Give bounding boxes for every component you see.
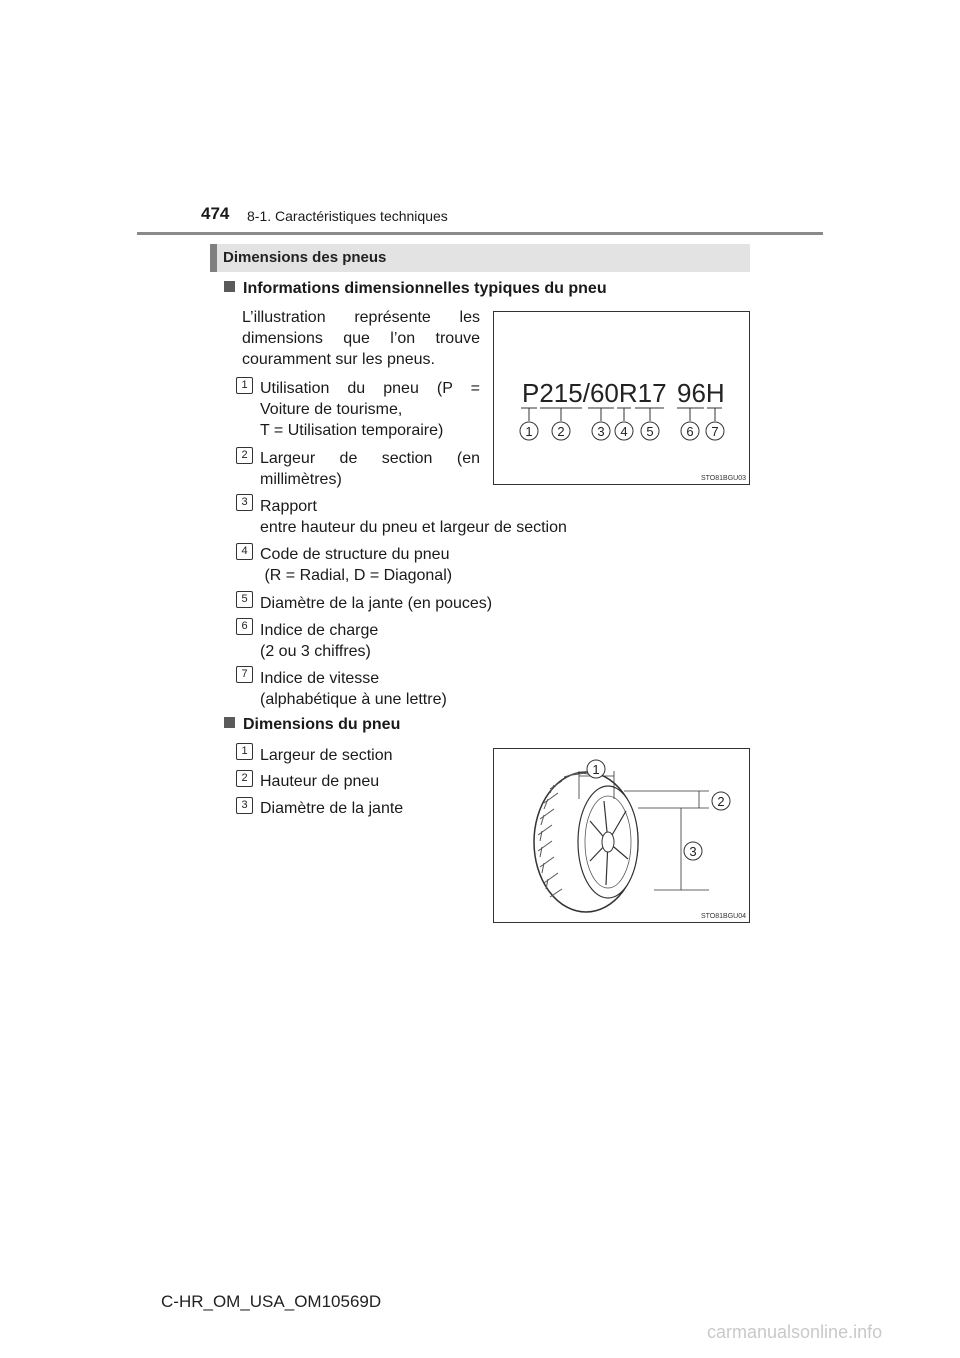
block2-heading	[224, 716, 400, 734]
tire-code-main: P215/60R17	[522, 378, 667, 408]
page-number: 474	[201, 204, 230, 223]
marker-label: 4	[620, 424, 628, 439]
item-badge: 2	[236, 770, 253, 787]
item-badge: 2	[236, 447, 253, 464]
document-code: C-HR_OM_USA_OM10569D	[161, 1292, 382, 1311]
marker-group	[520, 422, 724, 440]
tire-dimensions-figure	[493, 748, 750, 923]
tire-code-speed: 96H	[677, 378, 725, 408]
square-bullet-icon	[224, 281, 235, 292]
tire-code-figure	[493, 311, 750, 485]
item-7-line-2: (alphabétique à une lettre)	[260, 691, 447, 708]
marker-label: 6	[686, 424, 694, 439]
bracket-lines	[521, 408, 722, 421]
marker-label: 3	[597, 424, 605, 439]
marker-label: 2	[717, 794, 725, 809]
item-1-line-3: T = Utilisation temporaire)	[260, 422, 444, 439]
item-3-line-2: entre hauteur du pneu et largeur de section	[260, 519, 567, 536]
block2-item-3: Diamètre de la jante	[260, 800, 404, 817]
chapter-title: 8-1. Caractéristiques techniques	[247, 208, 448, 224]
marker-label: 2	[557, 424, 565, 439]
item-1-line-1: Utilisation du pneu (P =	[260, 380, 480, 397]
tire-dimensions-diagram	[494, 749, 749, 922]
square-bullet-icon	[224, 717, 235, 728]
item-2-line-2: millimètres)	[260, 471, 342, 488]
item-4-line-1: Code de structure du pneu	[260, 546, 450, 563]
header-divider	[137, 232, 823, 235]
block2-heading-text: Dimensions du pneu	[243, 716, 401, 733]
block1-intro-line-1: L’illustration représente les	[242, 309, 480, 326]
item-3-line-1: Rapport	[260, 498, 317, 515]
item-badge: 7	[236, 666, 253, 683]
block1-intro-line-3: couramment sur les pneus.	[242, 351, 435, 368]
item-badge: 3	[236, 797, 253, 814]
marker-label: 1	[592, 762, 600, 777]
marker-label: 5	[646, 424, 654, 439]
item-4-line-2: (R = Radial, D = Diagonal)	[260, 567, 453, 584]
item-badge: 3	[236, 494, 253, 511]
item-badge: 4	[236, 543, 253, 560]
item-6-line-1: Indice de charge	[260, 622, 379, 639]
watermark: carmanualsonline.info	[707, 1322, 883, 1342]
block2-item-1: Largeur de section	[260, 747, 393, 764]
item-2-line-1: Largeur de section (en	[260, 450, 480, 467]
figure-id: STO81BGU04	[700, 913, 746, 920]
marker-label: 7	[711, 424, 719, 439]
item-badge: 1	[236, 743, 253, 760]
item-5-line-1: Diamètre de la jante (en pouces)	[260, 595, 493, 612]
item-badge: 5	[236, 591, 253, 608]
item-6-line-2: (2 ou 3 chiffres)	[260, 643, 371, 660]
item-badge: 1	[236, 377, 253, 394]
tire-code-diagram	[494, 312, 749, 484]
item-badge: 6	[236, 618, 253, 635]
item-7-line-1: Indice de vitesse	[260, 670, 380, 687]
item-1-line-2: Voiture de tourisme,	[260, 401, 403, 418]
marker-label: 1	[525, 424, 533, 439]
block1-heading	[224, 280, 607, 298]
marker-label: 3	[689, 844, 697, 859]
block2-item-2: Hauteur de pneu	[260, 773, 380, 790]
figure-id: STO81BGU03	[700, 475, 746, 482]
block1-heading-text: Informations dimensionnelles typiques du pneu	[243, 280, 607, 297]
section-title: Dimensions des pneus	[223, 249, 387, 266]
block1-intro-line-2: dimensions que l’on trouve	[242, 330, 480, 347]
